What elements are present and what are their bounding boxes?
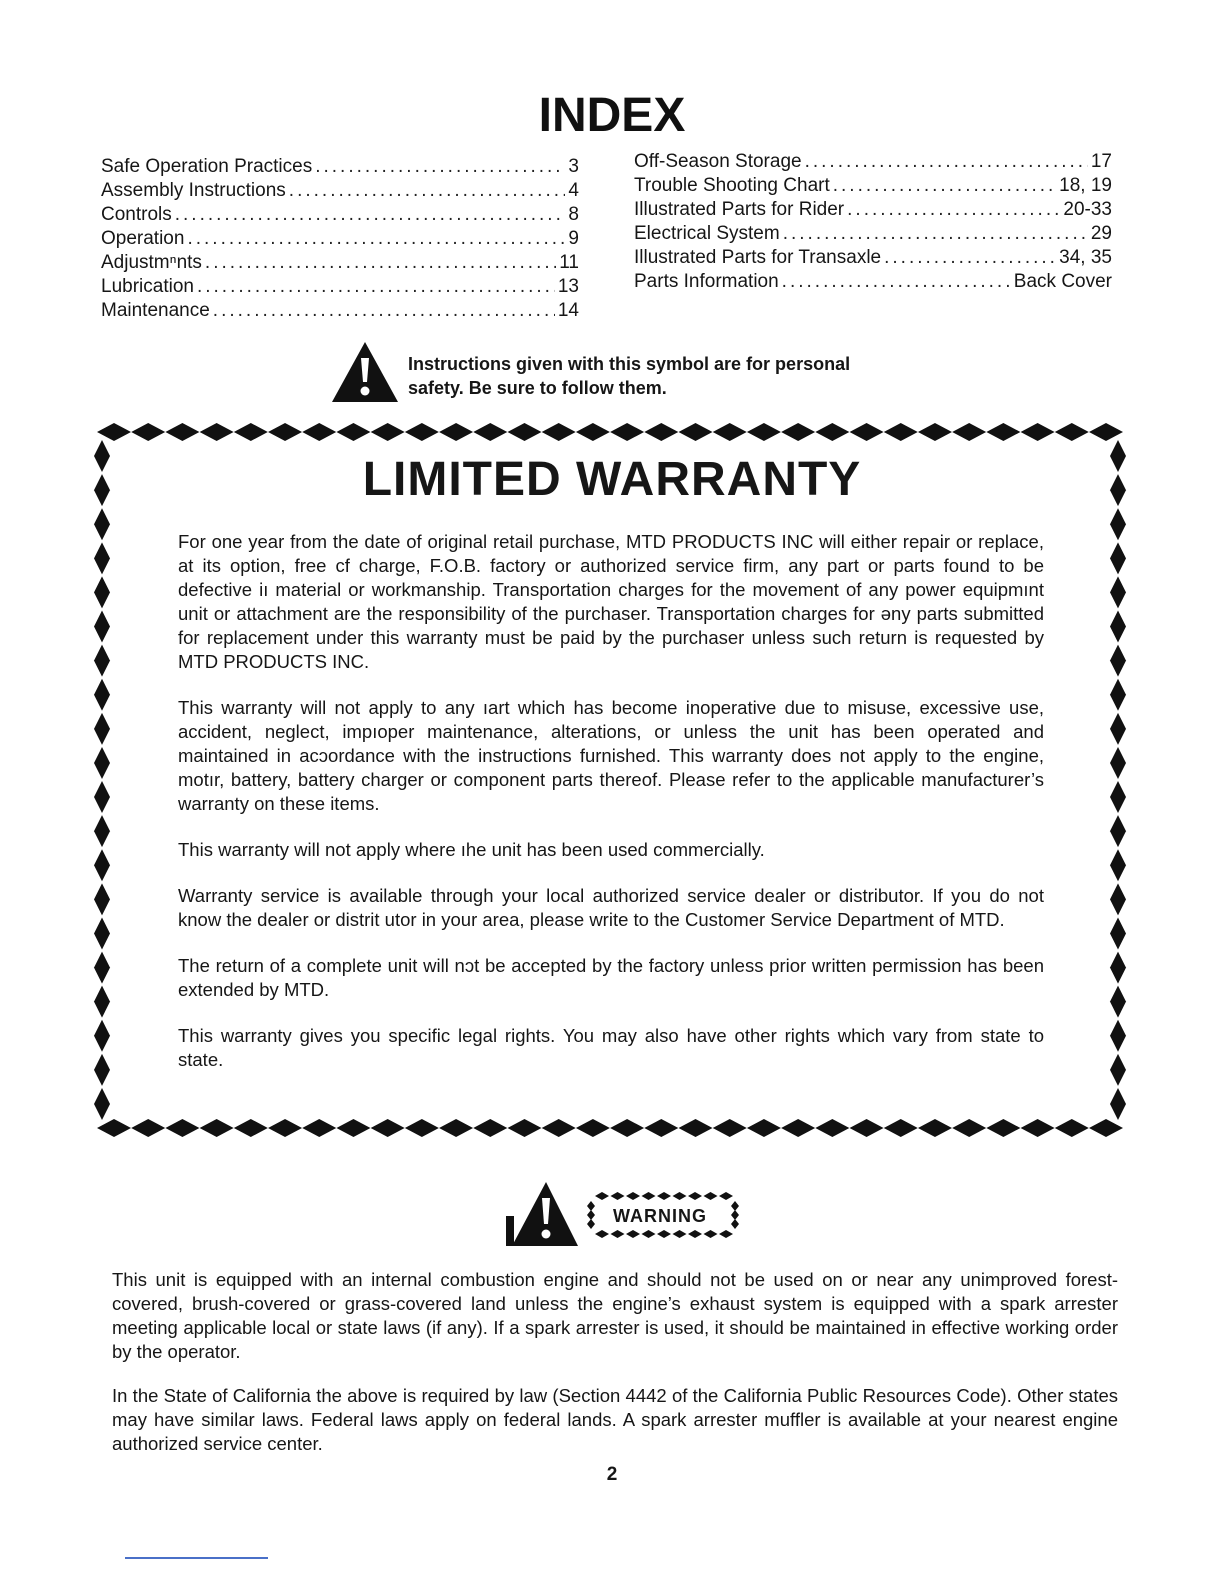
index-entry-label: Illustrated Parts for Transaxle <box>634 247 882 268</box>
border-diamond <box>94 1020 110 1052</box>
warning-triangle-icon <box>330 340 400 404</box>
border-diamond <box>1110 576 1126 608</box>
border-diamond <box>165 423 199 441</box>
leader-dots <box>187 227 565 251</box>
border-diamond <box>587 1210 595 1220</box>
border-diamond <box>1110 849 1126 881</box>
border-diamond <box>200 423 234 441</box>
index-entry-page: 29 <box>1090 223 1112 244</box>
index-entry-label: Operation <box>101 228 185 249</box>
border-diamond <box>542 423 576 441</box>
border-diamond <box>679 1119 713 1137</box>
border-diamond <box>611 1230 625 1238</box>
page-number: 2 <box>606 1464 618 1485</box>
safety-note-line: safety. Be sure to follow them. <box>408 378 667 398</box>
border-diamond <box>439 423 473 441</box>
border-diamond <box>673 1192 687 1200</box>
border-diamond <box>850 423 884 441</box>
border-diamond <box>131 1119 165 1137</box>
border-diamond <box>131 423 165 441</box>
index-entry-label: Electrical System <box>634 223 780 244</box>
border-diamond <box>1110 815 1126 847</box>
border-diamond <box>918 1119 952 1137</box>
border-diamond <box>1055 423 1089 441</box>
warranty-paragraph: This warranty gives you specific leɡal rights. You may also have other rights which vary from state to state. <box>178 1025 1044 1070</box>
warranty-paragraph: For one year from the date of original retail purchase, MTD PRODUCTS INC will either repair or replace, at its option, free cf charge, F.O.B. factory or authorized service firm, any part or parts found to be defective iı material or workmanship. Transportation charges for the movement of any power equipmınt unit or attachment are the responsibility of the purchaser. Transportation charges for əny parts submitted for replacement under this warranty must be paid by the purchaser unless such return is requested by MTD PRODUCTS INC. <box>178 531 1044 672</box>
border-diamond <box>1021 1119 1055 1137</box>
border-diamond <box>576 423 610 441</box>
border-diamond <box>747 423 781 441</box>
border-diamond <box>595 1192 609 1200</box>
border-diamond <box>611 1192 625 1200</box>
border-diamond <box>704 1192 718 1200</box>
border-diamond <box>268 423 302 441</box>
index-entry-page: 11 <box>559 252 579 273</box>
border-diamond <box>94 917 110 949</box>
border-diamond <box>405 1119 439 1137</box>
border-diamond <box>439 1119 473 1137</box>
warning-triangle-icon <box>506 1180 580 1248</box>
border-diamond <box>587 1201 595 1211</box>
border-diamond <box>747 1119 781 1137</box>
leader-dots <box>289 179 566 203</box>
leader-dots <box>833 174 1056 198</box>
border-diamond <box>986 423 1020 441</box>
border-diamond <box>884 1119 918 1137</box>
border-diamond <box>576 1119 610 1137</box>
border-diamond <box>1110 747 1126 779</box>
border-diamond <box>850 1119 884 1137</box>
index-entry-page: 17 <box>1090 151 1112 172</box>
border-diamond <box>94 645 110 677</box>
border-diamond <box>94 747 110 779</box>
border-diamond <box>781 423 815 441</box>
border-diamond <box>731 1210 739 1220</box>
safety-note <box>330 340 930 404</box>
index-entry-page: 13 <box>557 276 579 297</box>
warranty-paragraph: This warranty will not apply to any ıart which has become inoperative due to misuse, excessive use, accident, neglect, impıoper maintenance, alterations, or unless the unit has been operated and maintained in acɔordance with the instructions furnished. This warranty does not apply to the engine, motır, battery, battery charger or component parts thereof. Please refer to the applicable manufacturer’s warranty on these items. <box>178 697 1044 814</box>
border-diamond <box>94 1054 110 1086</box>
leader-dots <box>213 299 555 323</box>
border-diamond <box>94 986 110 1018</box>
border-diamond <box>644 423 678 441</box>
index-entry-label: Assembly Instructions <box>101 180 286 201</box>
index-entry <box>101 251 579 275</box>
border-diamond <box>644 1119 678 1137</box>
safety-note-line: Instructions given with this symbol are for personal <box>408 354 851 374</box>
border-diamond <box>97 1119 131 1137</box>
border-diamond <box>371 423 405 441</box>
index-entry-label: Parts Information <box>634 271 779 292</box>
border-diamond <box>1110 713 1126 745</box>
warranty-paragraph: This warranty will not apply where ıhe unit has been used commercially. <box>178 839 765 860</box>
border-diamond <box>405 423 439 441</box>
index-entry-label: Maintenance <box>101 300 210 321</box>
border-diamond <box>94 952 110 984</box>
border-diamond <box>918 423 952 441</box>
border-diamond <box>94 815 110 847</box>
index-entry-label: Lubrication <box>101 276 194 297</box>
border-diamond <box>268 1119 302 1137</box>
safety-note-text <box>408 352 928 400</box>
border-diamond <box>1021 423 1055 441</box>
border-diamond <box>1110 952 1126 984</box>
index-entry-page: 20-33 <box>1063 199 1112 220</box>
leader-dots <box>782 270 1011 294</box>
border-diamond <box>94 883 110 915</box>
border-diamond <box>688 1192 702 1200</box>
index-entry-label: Controls <box>101 204 172 225</box>
index-entry-page: 8 <box>568 204 579 225</box>
border-diamond <box>1110 1054 1126 1086</box>
index-entry <box>101 275 579 299</box>
index-entry <box>634 222 1112 246</box>
border-diamond <box>542 1119 576 1137</box>
border-diamond <box>610 423 644 441</box>
border-diamond <box>507 1119 541 1137</box>
border-diamond <box>626 1192 640 1200</box>
border-diamond <box>94 713 110 745</box>
notice-paragraph: In the State of California the above is required by law (Section 4442 of the California Public Resources Code). Other states may have similar laws. Federal laws apply on federal lands. A spark arrester muffler is available at your nearest engine authorized service center. <box>112 1385 1118 1454</box>
index-entry <box>634 198 1112 222</box>
border-diamond <box>165 1119 199 1137</box>
leader-dots <box>197 275 555 299</box>
border-diamond <box>1110 679 1126 711</box>
border-diamond <box>952 423 986 441</box>
warranty-title: LIMITED WARRANTY <box>362 453 862 506</box>
border-diamond <box>473 423 507 441</box>
border-diamond <box>595 1230 609 1238</box>
border-diamond <box>1110 986 1126 1018</box>
border-diamond <box>704 1230 718 1238</box>
border-diamond <box>94 679 110 711</box>
border-diamond <box>587 1219 595 1229</box>
index-entry-page: 18, 19 <box>1059 175 1112 196</box>
border-diamond <box>781 1119 815 1137</box>
border-diamond <box>94 576 110 608</box>
index-left-column <box>101 155 579 323</box>
index-entry <box>634 270 1112 294</box>
index-entry-page: 3 <box>568 156 579 177</box>
leader-dots <box>805 150 1088 174</box>
border-diamond <box>1110 542 1126 574</box>
index-entry-page: 14 <box>557 300 579 321</box>
border-diamond <box>234 1119 268 1137</box>
border-diamond <box>94 611 110 643</box>
border-diamond <box>1110 508 1126 540</box>
leader-dots <box>175 203 566 227</box>
border-diamond <box>371 1119 405 1137</box>
border-diamond <box>719 1230 733 1238</box>
index-entry-label: Safe Operation Practices <box>101 156 313 177</box>
border-diamond <box>94 542 110 574</box>
border-diamond <box>713 1119 747 1137</box>
index-entry <box>634 174 1112 198</box>
border-diamond <box>1055 1119 1089 1137</box>
index-entry-page: 9 <box>568 228 579 249</box>
border-diamond <box>815 1119 849 1137</box>
warranty-paragraph: The return of a complete unit will nɔt be accepted by the factory unless prior written permission has been extended by MTD. <box>178 955 1044 1000</box>
border-diamond <box>679 423 713 441</box>
spark-arrester-notice <box>112 1268 1118 1476</box>
index-entry-label: Illustrated Parts for Rider <box>634 199 845 220</box>
border-diamond <box>952 1119 986 1137</box>
border-diamond <box>234 423 268 441</box>
footer-rule <box>125 1557 268 1559</box>
border-diamond <box>688 1230 702 1238</box>
border-diamond <box>1110 917 1126 949</box>
warning-label: WARNING <box>613 1206 707 1226</box>
leader-dots <box>205 251 556 275</box>
index-entry <box>101 203 579 227</box>
leader-dots <box>315 155 565 179</box>
index-entry-page: 4 <box>568 180 579 201</box>
index-entry-page: Back Cover <box>1013 271 1112 292</box>
border-diamond <box>1110 781 1126 813</box>
border-diamond <box>1110 645 1126 677</box>
border-diamond <box>731 1201 739 1211</box>
border-diamond <box>731 1219 739 1229</box>
border-diamond <box>986 1119 1020 1137</box>
border-diamond <box>657 1230 671 1238</box>
leader-dots <box>847 198 1060 222</box>
border-diamond <box>97 423 131 441</box>
leader-dots <box>884 246 1056 270</box>
border-diamond <box>302 423 336 441</box>
border-diamond <box>1089 423 1123 441</box>
border-diamond <box>1110 1020 1126 1052</box>
warranty-paragraph: Warranty service is available through your local authorized service dealer or distributor. If you do not know the dealer or distrit utor in your area, please write to the Customer Service Department of MTD. <box>178 885 1044 930</box>
index-entry <box>101 155 579 179</box>
border-diamond <box>884 423 918 441</box>
border-diamond <box>94 781 110 813</box>
index-entry <box>634 150 1112 174</box>
border-diamond <box>200 1119 234 1137</box>
border-diamond <box>94 508 110 540</box>
warning-graphic <box>506 1180 742 1248</box>
index-entry <box>101 227 579 251</box>
leader-dots <box>783 222 1088 246</box>
border-diamond <box>336 1119 370 1137</box>
border-diamond <box>473 1119 507 1137</box>
border-diamond <box>719 1192 733 1200</box>
border-diamond <box>642 1192 656 1200</box>
border-diamond <box>1110 883 1126 915</box>
border-diamond <box>336 423 370 441</box>
index-entry-label: Trouble Shooting Chart <box>634 175 830 196</box>
border-diamond <box>610 1119 644 1137</box>
index-right-column <box>634 150 1112 294</box>
border-diamond <box>626 1230 640 1238</box>
border-diamond <box>1089 1119 1123 1137</box>
notice-paragraph: This unit is equipped with an internal combustion engine and should not be used on or near any unimproved forest-covered, brush-covered or ɡrass-covered land unless the engine’s exhaust system is equipped with a spark arrester meeting applicable local or state laws (if any). If a spark arrester is used, it should be maintained in effective working order by the operator. <box>112 1269 1118 1362</box>
warranty-body <box>178 530 1044 1094</box>
index-entry <box>101 179 579 203</box>
border-diamond <box>657 1192 671 1200</box>
border-diamond <box>302 1119 336 1137</box>
index-entry-page: 34, 35 <box>1059 247 1112 268</box>
border-diamond <box>1110 611 1126 643</box>
border-diamond <box>673 1230 687 1238</box>
index-title: INDEX <box>538 89 686 142</box>
border-diamond <box>94 849 110 881</box>
index-entry-label: Off-Season Storage <box>634 151 802 172</box>
border-diamond <box>94 1088 110 1120</box>
border-diamond <box>815 423 849 441</box>
index-entry <box>634 246 1112 270</box>
border-diamond <box>642 1230 656 1238</box>
border-diamond <box>713 423 747 441</box>
index-entry-label: Adjustmⁿnts <box>101 252 202 273</box>
border-diamond <box>1110 1088 1126 1120</box>
index-entry <box>101 299 579 323</box>
border-diamond <box>507 423 541 441</box>
